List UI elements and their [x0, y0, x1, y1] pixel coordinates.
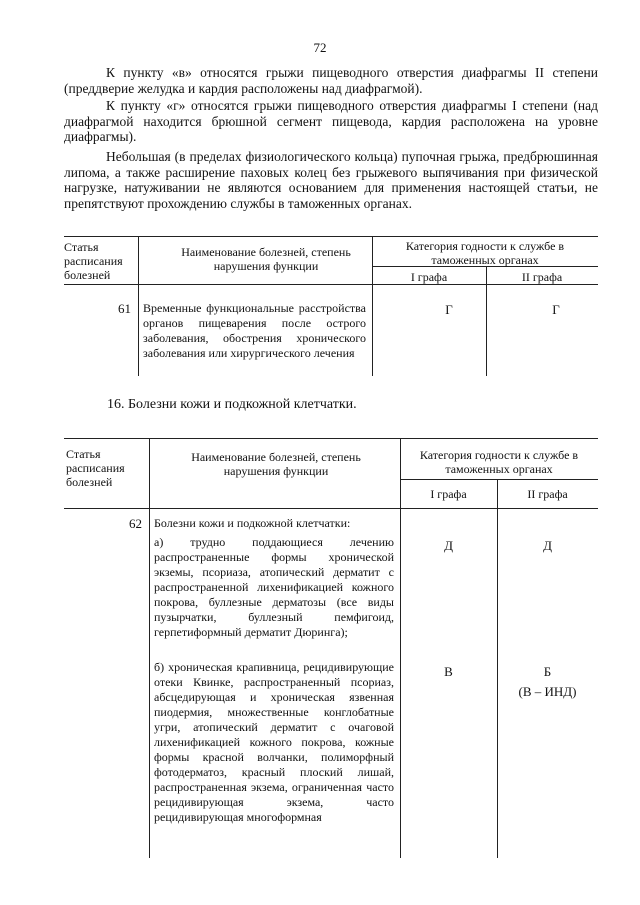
table2-row-b-grade-col2-extra: (В – ИНД) [518, 684, 577, 699]
table2-row-a-grade-col1: Д [444, 538, 453, 553]
table1-article-number: 61 [118, 301, 131, 316]
page-number: 72 [313, 40, 327, 55]
table1-header-col2: II графа [521, 270, 563, 284]
table2-header-bottom [64, 508, 598, 509]
table2-vline-2 [400, 438, 401, 858]
table2-row-a-grade-col2: Д [543, 538, 552, 553]
paragraph-1: К пункту «в» относятся грыжи пищеводного отверстия диафрагмы II степени (преддверие желудка и кардия расположены над диафрагмой). [64, 65, 598, 96]
paragraph-3: Небольшая (в пределах физиологического кольца) пупочная грыжа, предбрюшинная липома, а также расширение паховых колец без грыжевого выпячивания при физической нагрузке, натуживании не являются основанием для применения настоящей статьи, не препятствуют прохождению службы в таможенных органах. [64, 149, 598, 211]
table2-article-number: 62 [129, 516, 142, 531]
table2-header-category: Категория годности к службе в таможенных органах [419, 448, 579, 476]
table2-header-disease: Наименование болезней, степень нарушения функции [191, 450, 361, 478]
table2-header-col1: I графа [430, 487, 467, 501]
table1-vline-1 [138, 236, 139, 376]
table1-header-category: Категория годности к службе в таможенных органах [405, 239, 565, 267]
section-title: 16. Болезни кожи и подкожной клетчатки. [107, 397, 357, 412]
table2-vline-1 [149, 438, 150, 858]
table1-header-col1: I графа [410, 270, 448, 284]
table2-row-b-grade-col2: Б [543, 664, 552, 679]
table2-header-divider [400, 479, 598, 480]
table1-grade-col2: Г [552, 302, 560, 317]
table2-header-col2: II графа [527, 487, 568, 501]
table1-header-bottom [64, 284, 598, 285]
table2-intro-text: Болезни кожи и подкожной клетчатки: [154, 516, 351, 530]
table1-grade-col1: Г [445, 302, 453, 317]
table1-top-line [64, 236, 598, 237]
table2-row-b-text: б) хроническая крапивница, рецидивирующие отеки Квинке, распространенный псориаз, абсцедирующая и хроническая язвенная пиодермия, множественные конглобатные угри, атопический дерматит с очаговой лихенификацией кожного покрова, кожные формы красной волчанки, полиморфный фотодерматоз, красный плоский лишай, распространенная экзема, ограниченная часто рецидивирующая экзема, часто рецидивирующая многоформная [154, 660, 394, 824]
table1-header-disease: Наименование болезней, степень нарушения функции [181, 245, 351, 273]
table2-row-b-grade-col1: В [444, 664, 453, 679]
table2-top-line [64, 438, 598, 439]
table1-header-article: Статья расписания болезней [64, 240, 123, 282]
table1-disease-text: Временные функциональные расстройства органов пищеварения после острого заболевания, обострения хронического заболевания или хирургического лечения [143, 301, 366, 360]
paragraph-2: К пункту «г» относятся грыжи пищеводного отверстия диафрагмы I степени (над диафрагмой находится брюшной сегмент пищевода, кардия расположена на уровне диафрагмы). [64, 98, 598, 144]
table2-row-a-text: а) трудно поддающиеся лечению распространенные формы хронической экземы, псориаза, атопический дерматит с распространенной лихенификацией кожного покрова, буллезные дерматозы (все виды пузырчатки, буллезный пемфигоид, герпетиформный дерматит Дюринга); [154, 535, 394, 639]
table2-header-article: Статья расписания болезней [66, 447, 125, 489]
